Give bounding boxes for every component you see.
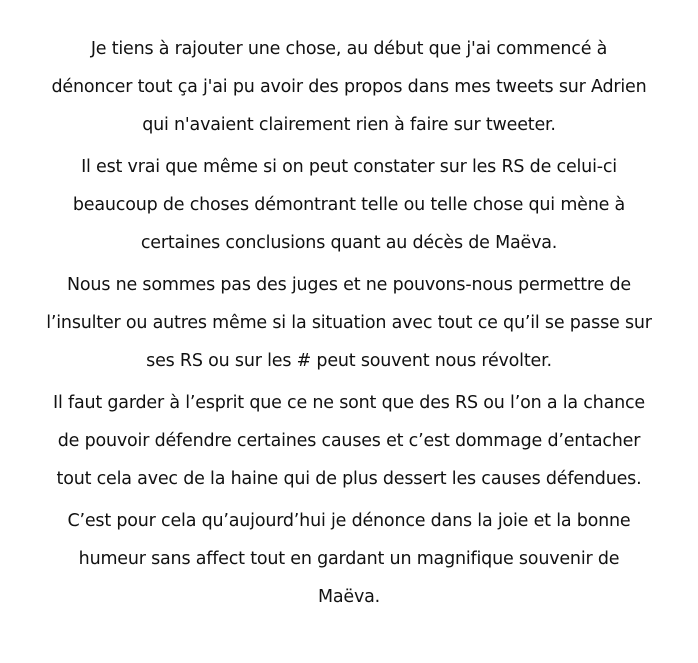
paragraph-line: de pouvoir défendre certaines causes et c’est dommage d’entacher — [57, 431, 641, 451]
paragraph-line: tout cela avec de la haine qui de plus dessert les causes défendues. — [56, 469, 642, 489]
paragraph-line: C’est pour cela qu’aujourd’hui je dénonce dans la joie et la bonne — [67, 511, 631, 531]
paragraph-line: dénoncer tout ça j'ai pu avoir des propos dans mes tweets sur Adrien — [51, 77, 647, 97]
statement-document — [20, 30, 678, 620]
paragraph-3 — [20, 266, 678, 380]
paragraph-line: ses RS ou sur les # peut souvent nous révolter. — [146, 351, 552, 371]
paragraph-line: l’insulter ou autres même si la situation avec tout ce qu’il se passe sur — [46, 313, 652, 333]
paragraph-2 — [20, 148, 678, 262]
paragraph-line: Il est vrai que même si on peut constater sur les RS de celui-ci — [81, 157, 617, 177]
paragraph-line: Je tiens à rajouter une chose, au début que j'ai commencé à — [90, 39, 608, 59]
paragraph-line: Maëva. — [317, 587, 381, 607]
paragraph-4 — [20, 384, 678, 498]
paragraph-1 — [20, 30, 678, 144]
paragraph-line: Il faut garder à l’esprit que ce ne sont que des RS ou l’on a la chance — [53, 393, 645, 413]
paragraph-line: Nous ne sommes pas des juges et ne pouvons-nous permettre de — [67, 275, 631, 295]
paragraph-5 — [20, 502, 678, 616]
paragraph-line: certaines conclusions quant au décès de Maëva. — [140, 233, 558, 253]
paragraph-line: humeur sans affect tout en gardant un magnifique souvenir de — [78, 549, 620, 569]
paragraph-line: beaucoup de choses démontrant telle ou telle chose qui mène à — [72, 195, 626, 215]
paragraph-line: qui n'avaient clairement rien à faire sur tweeter. — [142, 115, 556, 135]
